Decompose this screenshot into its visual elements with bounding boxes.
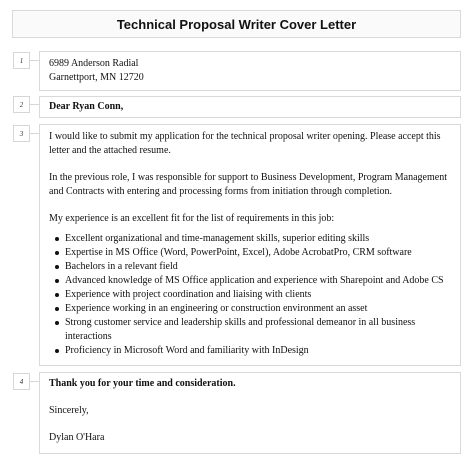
- closing-line: Sincerely,: [49, 405, 89, 416]
- connector-line: [29, 133, 39, 134]
- list-item: Experience working in an engineering or construction environment an asset: [49, 302, 451, 316]
- list-item: Bachelors in a relevant field: [49, 260, 451, 274]
- signature-name: Dylan O'Hara: [49, 432, 105, 443]
- address-line-2: Garnettport, MN 12720: [49, 72, 144, 83]
- section-number-4: 4: [13, 373, 30, 390]
- salutation: Dear Ryan Conn,: [49, 101, 124, 112]
- requirements-list: [49, 232, 451, 358]
- salutation-section: [39, 96, 461, 118]
- body-section: [39, 124, 461, 366]
- connector-line: [29, 381, 39, 382]
- section-number-2: 2: [13, 96, 30, 113]
- page-title: Technical Proposal Writer Cover Letter: [116, 16, 357, 32]
- list-item: Experience with project coordination and liaising with clients: [49, 288, 451, 302]
- connector-line: [29, 60, 39, 61]
- list-item: Proficiency in Microsoft Word and familiarity with InDesign: [49, 344, 451, 358]
- requirements-intro: My experience is an excellent fit for the list of requirements in this job:: [49, 213, 335, 224]
- title-bar: [12, 10, 461, 38]
- address-section: [39, 51, 461, 91]
- closing-section: [39, 372, 461, 454]
- list-item: Strong customer service and leadership skills and professional demeanor in all business interactions: [49, 316, 451, 344]
- list-item: Advanced knowledge of MS Office application and experience with Sharepoint and Adobe CS: [49, 274, 451, 288]
- experience-paragraph: In the previous role, I was responsible for support to Business Development, Program Management and Contracts with entering and processing forms from initiation through completion.: [49, 172, 447, 197]
- connector-line: [29, 104, 39, 105]
- section-number-1: 1: [13, 52, 30, 69]
- thank-you-line: Thank you for your time and consideration.: [49, 378, 236, 389]
- intro-paragraph: I would like to submit my application for the technical proposal writer opening. Please accept this letter and the attached resume.: [49, 131, 441, 156]
- address-line-1: 6989 Anderson Radial: [49, 58, 139, 69]
- section-number-3: 3: [13, 125, 30, 142]
- list-item: Expertise in MS Office (Word, PowerPoint, Excel), Adobe AcrobatPro, CRM software: [49, 246, 451, 260]
- list-item: Excellent organizational and time-management skills, superior editing skills: [49, 232, 451, 246]
